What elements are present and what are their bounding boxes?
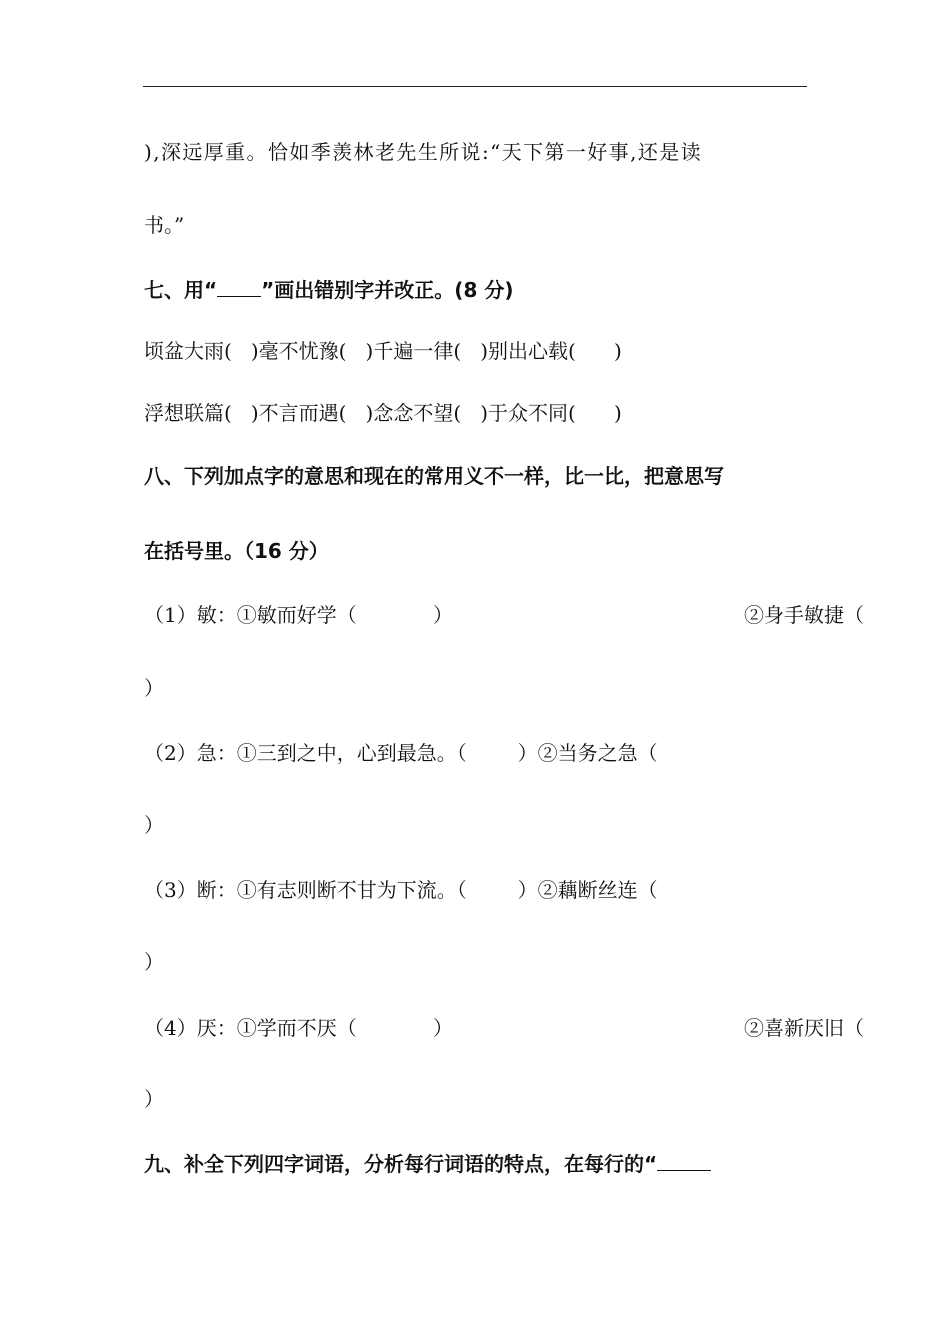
section-8-item-2-close: ） bbox=[144, 813, 164, 837]
item-1-right: ②身手敏捷（ bbox=[744, 603, 864, 627]
section-8-title-line-1: 八、下列加点字的意思和现在的常用义不一样，比一比，把意思写 bbox=[144, 464, 724, 488]
section-7-row-1: 顷盆大雨( )毫不忧豫( )千遍一律( )别出心载( ) bbox=[144, 339, 622, 363]
underline-blank bbox=[217, 276, 261, 297]
section-8-item-4-close: ） bbox=[144, 1087, 164, 1111]
section-8-item-3 bbox=[144, 877, 658, 903]
section-7-row-2: 浮想联篇( )不言而遇( )念念不望( )于众不同( ) bbox=[144, 401, 622, 425]
section-7-title-pre: 七、用“ bbox=[144, 278, 218, 302]
section-9-title-pre: 九、补全下列四字词语，分析每行词语的特点，在每行的“ bbox=[144, 1152, 658, 1176]
item-4-right: ②喜新厌旧（ bbox=[744, 1016, 864, 1040]
paragraph-line-2: 书。” bbox=[144, 213, 185, 237]
section-7-title bbox=[144, 276, 513, 303]
section-8-item-2 bbox=[144, 740, 658, 766]
header-rule bbox=[143, 86, 807, 87]
item-1-left: （1）敏：①敏而好学（ ） bbox=[144, 603, 454, 627]
paragraph-line-1: ),深远厚重。恰如季羡林老先生所说:“天下第一好事,还是读 bbox=[144, 140, 703, 164]
item-2-left: （2）急：①三到之中，心到最急。（ ）②当务之急（ bbox=[144, 741, 658, 765]
underline-blank bbox=[657, 1150, 711, 1171]
section-8-title-line-2: 在括号里。（16 分） bbox=[144, 539, 329, 563]
section-8-item-3-close: ） bbox=[144, 950, 164, 974]
item-3-left: （3）断：①有志则断不甘为下流。（ ）②藕断丝连（ bbox=[144, 878, 658, 902]
section-8-item-4 bbox=[144, 1015, 864, 1041]
section-9-title bbox=[144, 1150, 711, 1177]
section-8-item-1-close: ） bbox=[144, 676, 164, 700]
section-8-item-1 bbox=[144, 602, 864, 628]
item-4-left: （4）厌：①学而不厌（ ） bbox=[144, 1016, 454, 1040]
section-7-title-post: ”画出错别字并改正。(8 分) bbox=[261, 278, 514, 302]
